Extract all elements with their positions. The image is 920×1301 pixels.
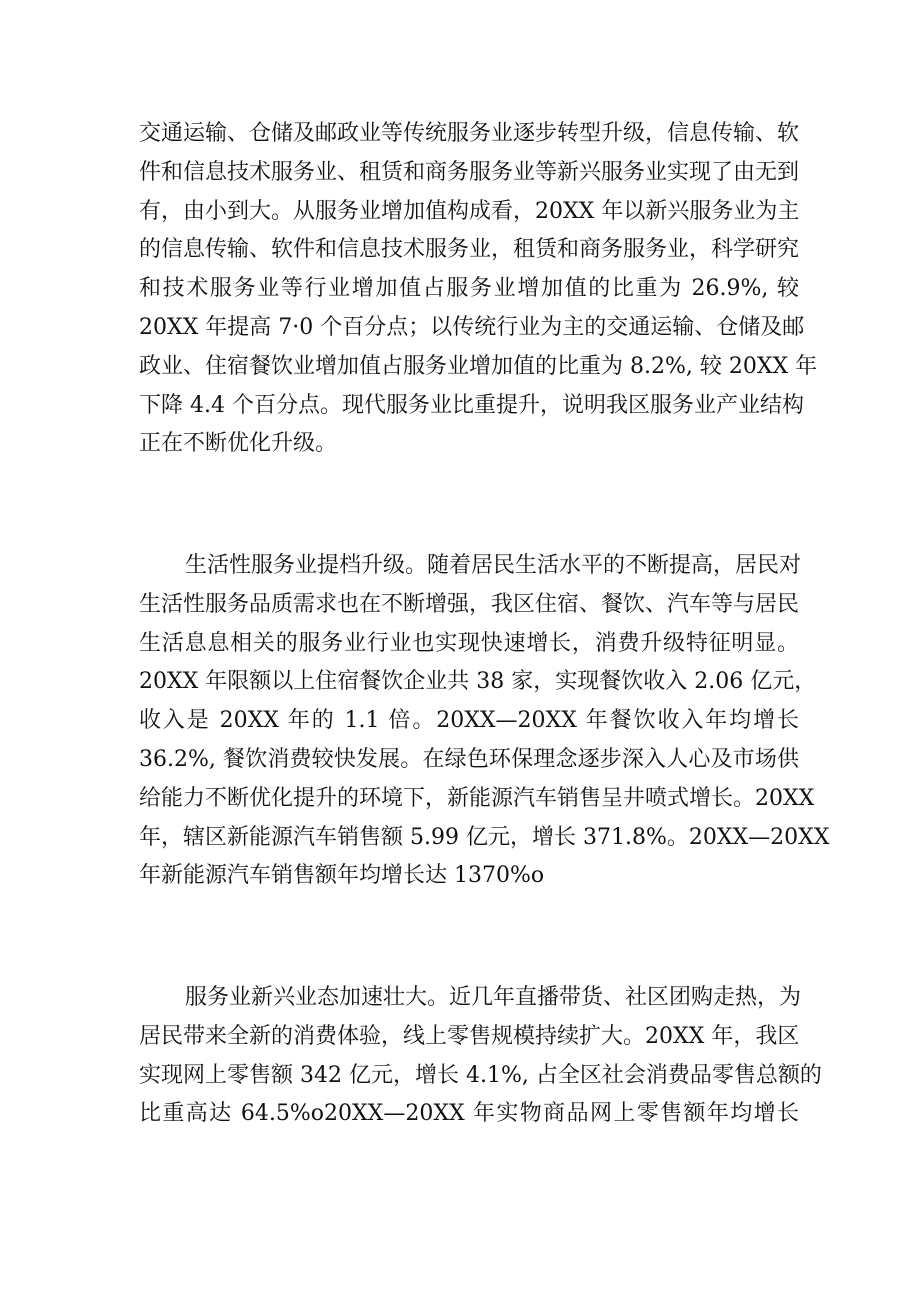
text-line: 20XX 年提高 7·0 个百分点；以传统行业为主的交通运输、仓储及邮 [139,314,805,340]
text-line: 实现网上零售额 342 亿元，增长 4.1%, 占全区社会消费品零售总额的 [139,1062,822,1088]
text-line: 年，辖区新能源汽车销售额 5.99 亿元，增长 371.8%。20XX—20XX [139,824,830,850]
text-line: 件和信息技术服务业、租赁和商务服务业等新兴服务业实现了由无到 [139,159,800,185]
text-line: 收入是 20XX 年的 1.1 倍。20XX—20XX 年餐饮收入年均增长 [139,708,799,734]
paragraph-lifestyle-services [139,547,830,896]
paragraph-service-structure [139,115,818,464]
text-line: 服务业新兴业态加速壮大。近几年直播带货、社区团购走热，为 [185,985,802,1010]
text-line: 正在不断优化升级。 [139,431,338,457]
text-line: 比重高达 64.5%o20XX—20XX 年实物商品网上零售额年均增长 [139,1101,799,1127]
text-line: 年新能源汽车销售额年均增长达 1370%o [139,863,545,889]
text-line: 有，由小到大。从服务业增加值构成看，20XX 年以新兴服务业为主 [139,198,800,224]
text-line: 生活性服务品质需求也在不断增强，我区住宿、餐饮、汽车等与居民 [139,591,800,617]
text-line: 生活息息相关的服务业行业也实现快速增长，消费升级特征明显。 [139,630,799,656]
text-line: 给能力不断优化提升的环境下，新能源汽车销售呈井喷式增长。20XX [139,785,815,811]
text-line: 交通运输、仓储及邮政业等传统服务业逐步转型升级，信息传输、软 [139,121,800,146]
text-line: 政业、住宿餐饮业增加值占服务业增加值的比重为 8.2%, 较 20XX 年 [139,353,818,379]
text-line: 居民带来全新的消费体验，线上零售规模持续扩大。20XX 年，我区 [139,1023,800,1049]
text-line: 的信息传输、软件和信息技术服务业，租赁和商务服务业，科学研究 [139,237,800,263]
text-line: 36.2%, 餐饮消费较快发展。在绿色环保理念逐步深入人心及市场供 [139,746,799,772]
text-line: 下降 4.4 个百分点。现代服务业比重提升，说明我区服务业产业结构 [139,392,804,418]
text-line: 20XX 年限额以上住宿餐饮企业共 38 家，实现餐饮收入 2.06 亿元， [139,669,817,695]
paragraph-new-business-forms [139,979,822,1134]
text-line: 生活性服务业提档升级。随着居民生活水平的不断提高，居民对 [185,553,802,578]
text-line: 和技术服务业等行业增加值占服务业增加值的比重为 26.9%, 较 [139,276,799,302]
